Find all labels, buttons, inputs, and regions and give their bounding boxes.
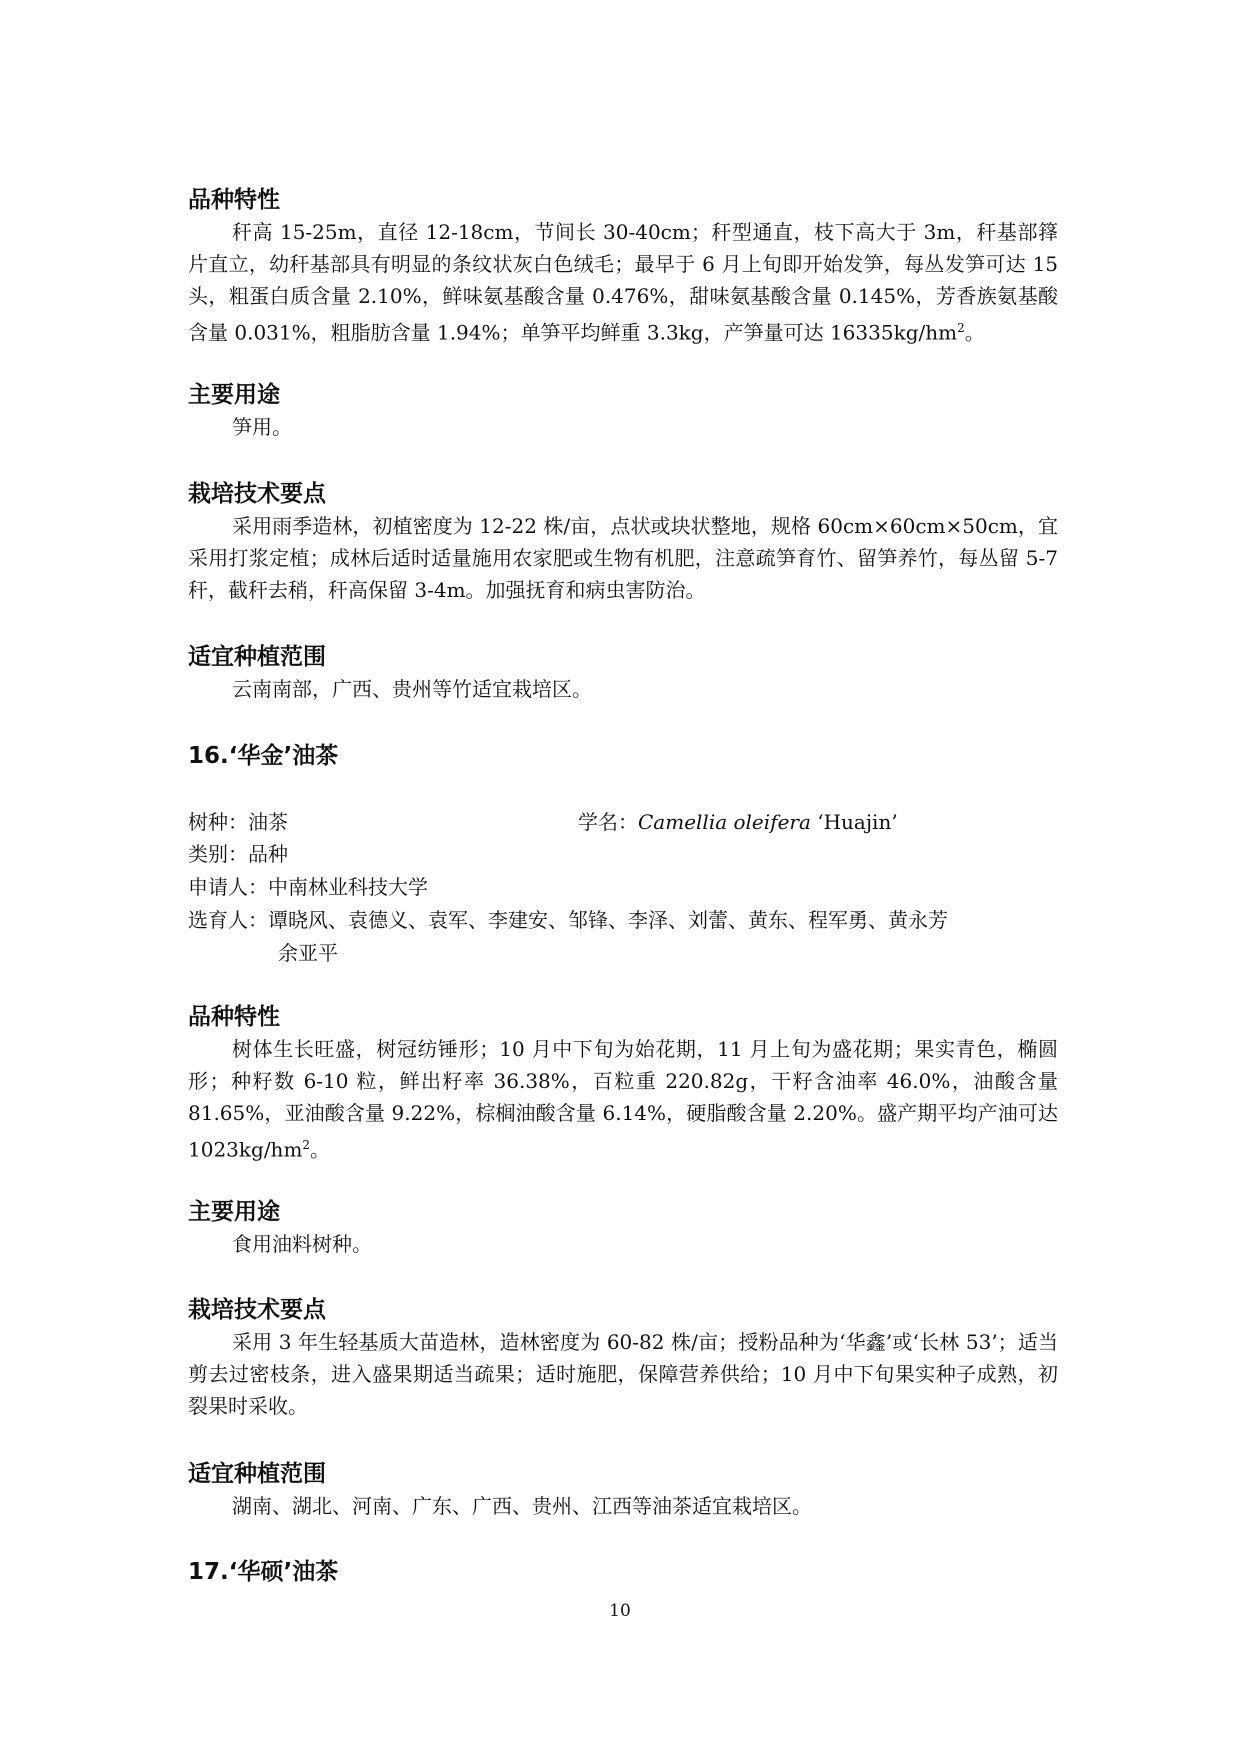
entry-heading-uses: 主要用途 — [188, 1199, 280, 1225]
breeders-line — [188, 904, 948, 936]
entry-range-paragraph: 湖南、湖北、河南、广东、广西、贵州、江西等油茶适宜栽培区。 — [232, 1494, 812, 1518]
scientific-name-label: 学名： — [578, 810, 638, 834]
species-value: 油茶 — [248, 810, 288, 834]
entry-title: 16.‘华金’油茶 — [188, 743, 339, 769]
range-paragraph: 云南南部，广西、贵州等竹适宜栽培区。 — [232, 677, 592, 701]
entry-cultivation-paragraph: 采用 3 年生轻基质大苗造林，造林密度为 60-82 株/亩；授粉品种为‘华鑫’或‘长林 53’；适当剪去过密枝条，进入盛果期适当疏果；适时施肥，保障营养供给；10 月中下旬果实种子成熟，初裂果时采收。 — [188, 1330, 1058, 1418]
paragraph-end: 。 — [964, 320, 985, 345]
section-heading-range: 适宜种植范围 — [188, 644, 326, 670]
entry-characteristics-paragraph — [188, 1033, 1058, 1166]
characteristics-paragraph — [188, 216, 1058, 349]
section-heading-cultivation: 栽培技术要点 — [188, 481, 326, 507]
species-line — [188, 806, 288, 838]
applicant-value: 中南林业科技大学 — [268, 875, 428, 899]
entry-uses-paragraph: 食用油料树种。 — [232, 1232, 372, 1256]
entry-heading-range: 适宜种植范围 — [188, 1461, 326, 1487]
category-value: 品种 — [248, 842, 288, 866]
applicant-line — [188, 871, 428, 903]
page-number: 10 — [609, 1601, 631, 1621]
section-heading-uses: 主要用途 — [188, 382, 280, 408]
entry-heading-cultivation: 栽培技术要点 — [188, 1297, 326, 1323]
next-entry-title: 17.‘华硕’油茶 — [188, 1559, 339, 1585]
section-heading-characteristics: 品种特性 — [188, 187, 280, 213]
breeders-continuation: 余亚平 — [278, 941, 338, 965]
characteristics-text: 秆高 15-25m，直径 12-18cm，节间长 30-40cm；秆型通直，枝下高大于 3m，秆基部箨片直立，幼秆基部具有明显的条纹状灰白色绒毛；最早于 6 月上旬即开始发笋，每丛发笋可达 15 头，粗蛋白质含量 2.10%，鲜味氨基酸含量 0.476%，甜味氨基酸含量 0.145%，芳香族氨基酸含量 0.031%，粗脂肪含量 1.94%；单笋平均鲜重 3.3kg，产笋量可达 16335kg/hm — [188, 220, 1058, 345]
category-line — [188, 838, 288, 870]
scientific-name: Camellia oleifera — [638, 810, 811, 834]
cultivation-paragraph: 采用雨季造林，初植密度为 12-22 株/亩，点状或块状整地，规格 60cm×60cm×50cm，宜采用打浆定植；成林后适时适量施用农家肥或生物有机肥，注意疏笋育竹、留笋养竹，每丛留 5-7 秆，截秆去稍，秆高保留 3-4m。加强抚育和病虫害防治。 — [188, 514, 1058, 602]
species-label: 树种： — [188, 810, 248, 834]
scientific-name-line — [578, 806, 898, 838]
uses-paragraph: 笋用。 — [232, 415, 292, 439]
applicant-label: 申请人： — [188, 875, 268, 899]
entry-characteristics-text: 树体生长旺盛，树冠纺锤形；10 月中下旬为始花期，11 月上旬为盛花期；果实青色，椭圆形；种籽数 6-10 粒，鲜出籽率 36.38%，百粒重 220.82g，干籽含油率 46.0%，油酸含量 81.65%，亚油酸含量 9.22%，棕榈油酸含量 6.14%，硬脂酸含量 2.20%。盛产期平均产油可达 1023kg/hm — [188, 1037, 1058, 1162]
superscript: 2 — [957, 321, 965, 335]
paragraph-end: 。 — [310, 1137, 331, 1162]
breeders-value: 谭晓风、袁德义、袁军、李建安、邹锋、李泽、刘蕾、黄东、程军勇、黄永芳 — [268, 908, 948, 932]
category-label: 类别： — [188, 842, 248, 866]
breeders-label: 选育人： — [188, 908, 268, 932]
cultivar-name: ‘Huajin’ — [810, 810, 898, 834]
superscript: 2 — [302, 1138, 311, 1152]
entry-heading-characteristics: 品种特性 — [188, 1004, 280, 1030]
